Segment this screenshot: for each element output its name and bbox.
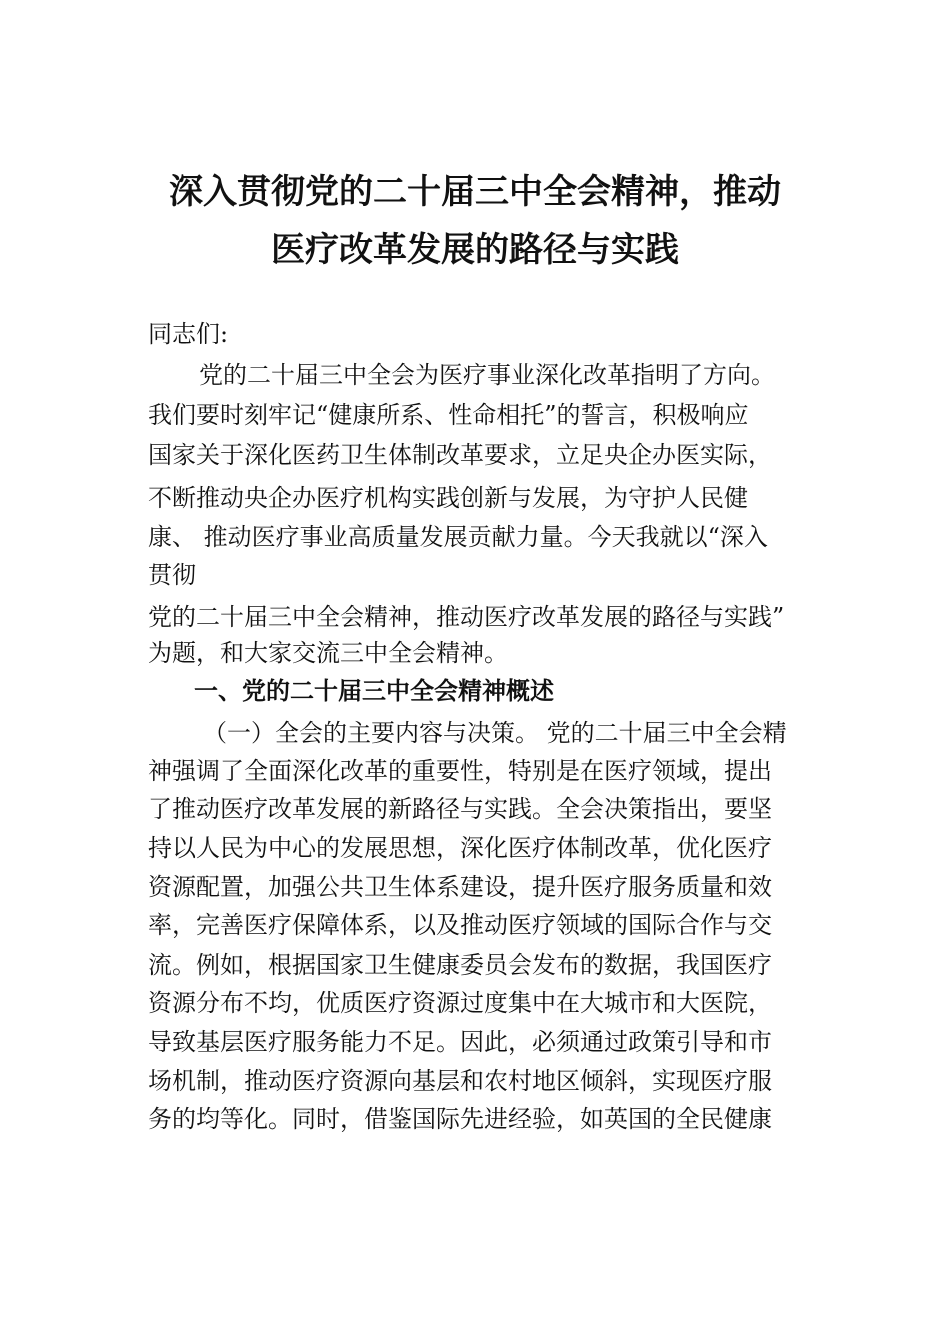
body-line: 务的均等化。同时，借鉴国际先进经验，如英国的全民健康 — [148, 1105, 772, 1133]
body-line: 率，完善医疗保障体系，以及推动医疗领域的国际合作与交 — [148, 911, 772, 939]
intro-line: 贯彻 — [148, 561, 196, 589]
intro-line: 康、 推动医疗事业高质量发展贡献力量。今天我就以“深入 — [148, 523, 768, 551]
intro-line: 我们要时刻牢记“健康所系、性命相托”的誓言，积极响应 — [148, 401, 749, 429]
body-line: 资源配置，加强公共卫生体系建设，提升医疗服务质量和效 — [148, 873, 772, 901]
body-line: 资源分布不均，优质医疗资源过度集中在大城市和大医院， — [148, 989, 772, 1017]
intro-line: 不断推动央企办医疗机构实践创新与发展，为守护人民健 — [148, 484, 748, 512]
body-line: 了推动医疗改革发展的新路径与实践。全会决策指出，要坚 — [148, 795, 772, 823]
intro-line: 为题，和大家交流三中全会精神。 — [148, 639, 508, 667]
intro-line: 党的二十届三中全会精神，推动医疗改革发展的路径与实践” — [148, 603, 785, 631]
document-title-line-2: 医疗改革发展的路径与实践 — [271, 230, 679, 270]
body-line: 场机制，推动医疗资源向基层和农村地区倾斜，实现医疗服 — [148, 1067, 772, 1095]
subsection-first-line — [203, 718, 787, 748]
intro-line: 党的二十届三中全会为医疗事业深化改革指明了方向。 — [199, 361, 775, 389]
body-line: 神强调了全面深化改革的重要性，特别是在医疗领域，提出 — [148, 757, 772, 785]
section-heading: 一、党的二十届三中全会精神概述 — [194, 677, 554, 705]
salutation: 同志们: — [148, 320, 229, 348]
subsection-first-line-text: 党的二十届三中全会精 — [539, 719, 787, 747]
body-line: 流。例如，根据国家卫生健康委员会发布的数据，我国医疗 — [148, 951, 772, 979]
body-line: 导致基层医疗服务能力不足。因此，必须通过政策引导和市 — [148, 1028, 772, 1056]
body-line: 持以人民为中心的发展思想，深化医疗体制改革，优化医疗 — [148, 834, 772, 862]
intro-line: 国家关于深化医药卫生体制改革要求，立足央企办医实际， — [148, 441, 772, 469]
document-title-line-1: 深入贯彻党的二十届三中全会精神，推动 — [169, 172, 781, 212]
subsection-heading: （一）全会的主要内容与决策。 — [203, 719, 539, 747]
